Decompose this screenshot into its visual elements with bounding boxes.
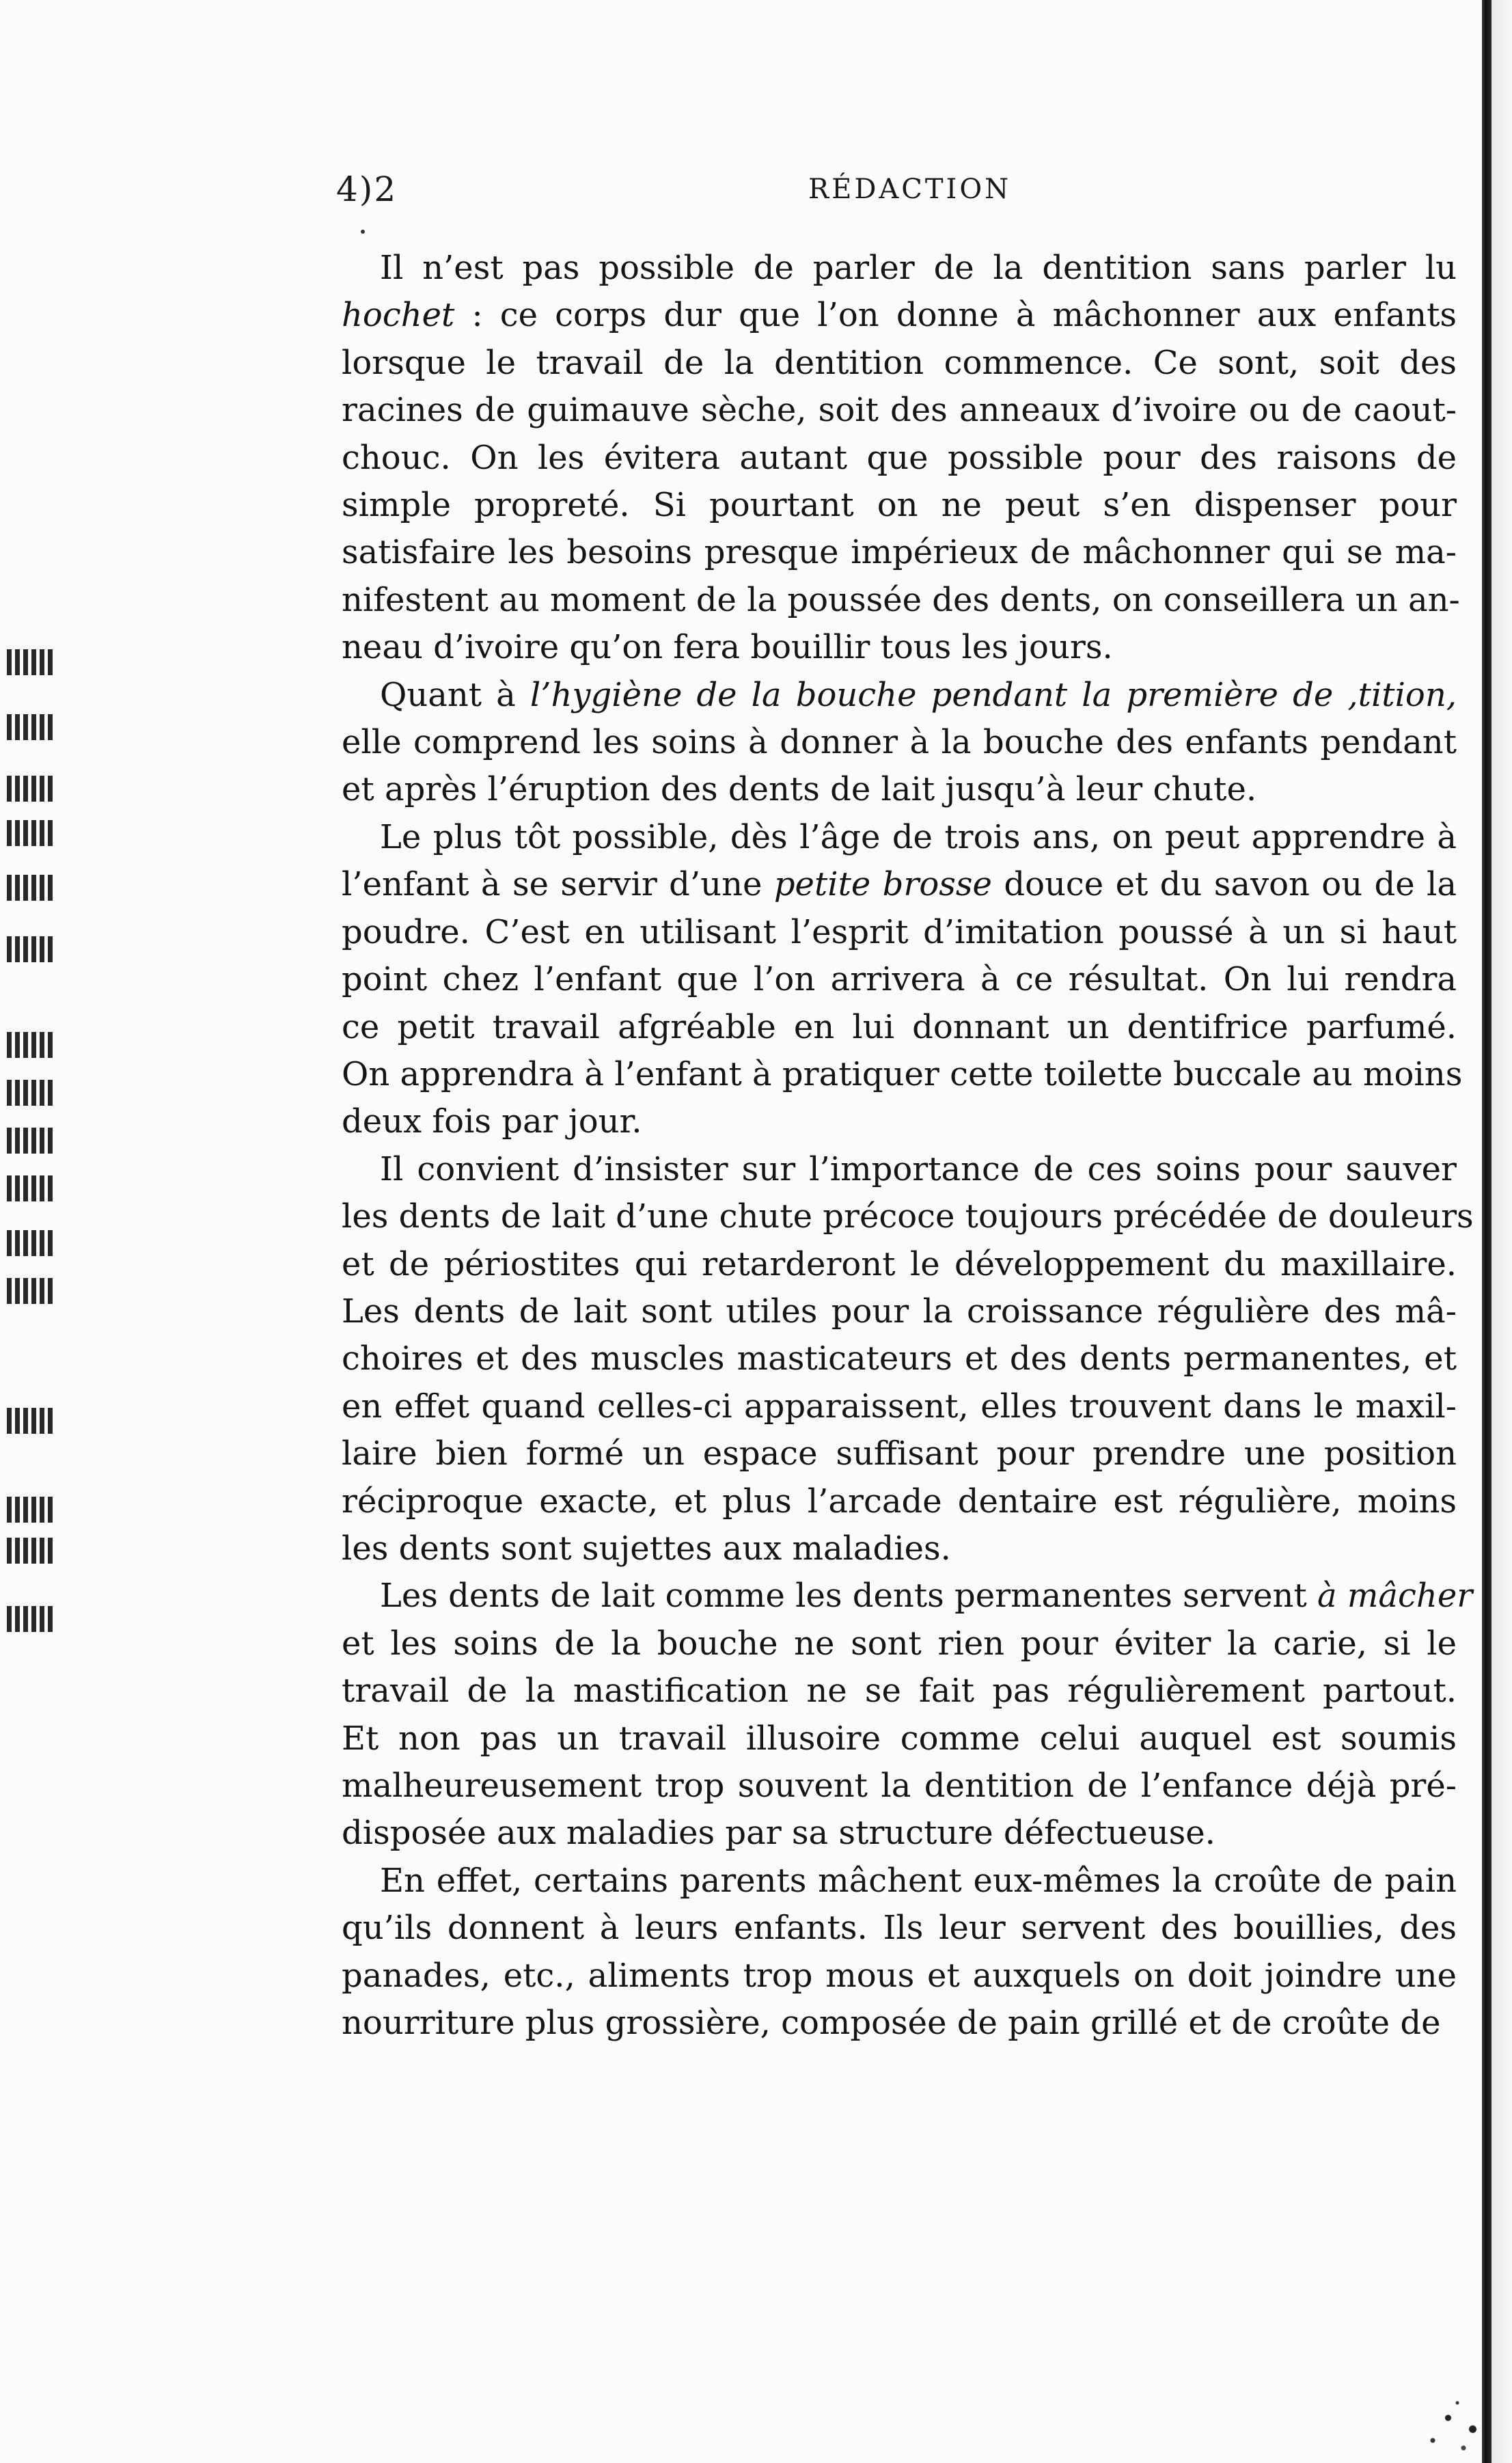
text-line: en effet quand celles-ci apparaissent, elles trouvent dans le maxil- — [342, 1387, 1457, 1426]
page-number: 4)2 — [336, 169, 398, 209]
text-line: deux fois par jour. — [342, 1102, 642, 1141]
bleed-mark — [7, 1606, 55, 1632]
text-line: racines de guimauve sèche, soit des anneaux d’ivoire ou de caout- — [342, 391, 1457, 430]
text-line: choires et des muscles masticateurs et des dents permanentes, et — [342, 1339, 1457, 1378]
paragraph — [342, 1573, 1473, 1857]
text-line: neau d’ivoire qu’on fera bouillir tous les jours. — [342, 628, 1113, 667]
text-line: Quant à l’hygiène de la bouche pendant la première de ,tition, — [380, 675, 1457, 714]
paragraph — [342, 672, 1457, 814]
bleed-mark — [7, 1497, 55, 1523]
text-line: Le plus tôt possible, dès l’âge de trois ans, on peut apprendre à — [380, 817, 1457, 856]
bleed-mark — [7, 1538, 55, 1564]
text-line: nifestent au moment de la poussée des dents, on conseillera un an- — [342, 580, 1460, 619]
text-line: et les soins de la bouche ne sont rien pour éviter la carie, si le — [342, 1624, 1457, 1663]
text-line: panades, etc., aliments trop mous et auxquels on doit joindre une — [342, 1956, 1457, 1995]
text-line: réciproque exacte, et plus l’arcade dentaire est régulière, moins — [342, 1482, 1457, 1521]
text-line: hochet : ce corps dur que l’on donne à mâchonner aux enfants — [342, 296, 1457, 335]
text-line: poudre. C’est en utilisant l’esprit d’imitation poussé à un si haut — [342, 912, 1457, 951]
text-line: qu’ils donnent à leurs enfants. Ils leur servent des bouillies, des — [342, 1909, 1457, 1948]
italic-phrase: petite brosse — [773, 865, 992, 904]
italic-phrase: à mâcher — [1317, 1577, 1473, 1616]
text-line: Les dents de lait sont utiles pour la croissance régulière des mâ- — [342, 1292, 1457, 1331]
text-line: Les dents de lait comme les dents permanentes servent à mâcher — [380, 1577, 1473, 1616]
text-line: laire bien formé un espace suffisant pour prendre une position — [342, 1434, 1457, 1473]
bleed-mark — [7, 1230, 55, 1256]
bleed-mark — [7, 936, 55, 962]
italic-phrase: l’hygiène de la bouche pendant la première de ,tition, — [530, 675, 1457, 714]
text-line: et de périostites qui retarderont le développement du maxillaire. — [342, 1244, 1457, 1283]
page-gutter-shadow — [1482, 0, 1492, 2463]
text-line: disposée aux maladies par sa structure défectueuse. — [342, 1814, 1215, 1853]
text-line: chouc. On les évitera autant que possible pour des raisons de — [342, 438, 1457, 477]
printer-dot — [361, 230, 365, 234]
bleed-mark — [7, 820, 55, 846]
bleed-mark — [7, 714, 55, 740]
paragraph — [342, 1146, 1474, 1573]
text-line: satisfaire les besoins presque impérieux de mâchonner qui se ma- — [342, 533, 1457, 572]
bleed-mark — [7, 1128, 55, 1154]
paragraph — [342, 245, 1460, 672]
paragraph — [342, 814, 1463, 1146]
text-line: Il convient d’insister sur l’importance de ces soins pour sauver — [380, 1149, 1457, 1188]
bleed-mark — [7, 1080, 55, 1106]
bleed-mark — [7, 776, 55, 802]
bleed-mark — [7, 649, 55, 675]
text-line: Et non pas un travail illusoire comme celui auquel est soumis — [342, 1719, 1457, 1758]
bleed-mark — [7, 1408, 55, 1434]
body-text — [342, 245, 1474, 2047]
bleed-mark — [7, 875, 55, 901]
text-line: travail de la mastification ne se fait pas régulièrement partout. — [342, 1672, 1457, 1711]
page-edge-margin — [1492, 0, 1512, 2463]
bleed-mark — [7, 1278, 55, 1304]
bleed-mark — [7, 1032, 55, 1058]
italic-phrase: hochet — [342, 296, 455, 335]
text-line: les dents de lait d’une chute précoce toujours précédée de douleurs — [342, 1197, 1474, 1236]
bleed-mark — [7, 1175, 55, 1201]
text-line: lorsque le travail de la dentition commence. Ce sont, soit des — [342, 343, 1457, 382]
text-line: et après l’éruption des dents de lait jusqu’à leur chute. — [342, 770, 1257, 809]
text-line: les dents sont sujettes aux maladies. — [342, 1529, 951, 1568]
page-header — [0, 169, 1512, 217]
text-line: En effet, certains parents mâchent eux-mêmes la croûte de pain — [380, 1861, 1457, 1900]
text-line: ce petit travail afgréable en lui donnant un dentifrice parfumé. — [342, 1007, 1457, 1046]
text-line: l’enfant à se servir d’une petite brosse douce et du savon ou de la — [342, 865, 1457, 904]
bleed-through-marks — [7, 649, 65, 1640]
scan-speckles — [1420, 2388, 1482, 2463]
paragraph — [342, 1858, 1457, 2047]
text-line: elle comprend les soins à donner à la bouche des enfants pendant — [342, 723, 1457, 762]
text-line: simple propreté. Si pourtant on ne peut s’en dispenser pour — [342, 486, 1457, 525]
text-line: Il n’est pas possible de parler de la dentition sans parler lu — [380, 249, 1457, 287]
text-line: malheureusement trop souvent la dentition de l’enfance déjà pré- — [342, 1767, 1457, 1805]
text-line: point chez l’enfant que l’on arrivera à ce résultat. On lui rendra — [342, 960, 1457, 999]
text-line: nourriture plus grossière, composée de pain grillé et de croûte de — [342, 2004, 1441, 2043]
text-line: On apprendra à l’enfant à pratiquer cette toilette buccale au moins — [342, 1054, 1463, 1093]
running-head: RÉDACTION — [808, 174, 1012, 205]
